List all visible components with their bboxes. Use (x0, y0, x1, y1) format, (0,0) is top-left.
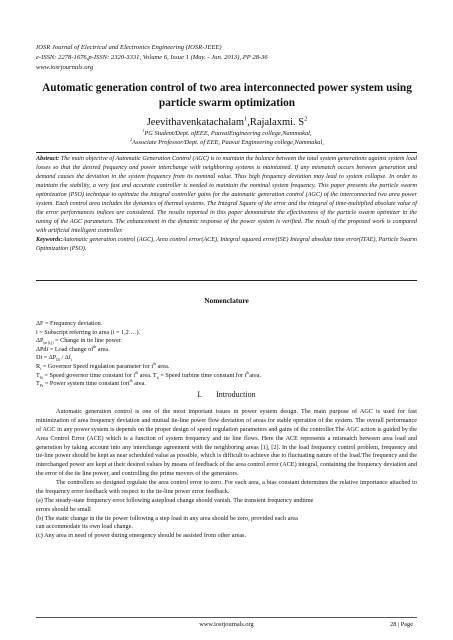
keywords-label: Keywords: (36, 236, 63, 243)
nom-text: = Power system time constant fori (43, 380, 130, 388)
requirement-a-line-2: errors should be small (36, 505, 91, 513)
nom-text: i = Subscript referring to area (i = 1,2 …). (36, 328, 141, 336)
nom-sup: th (153, 361, 156, 366)
introduction-body (36, 408, 417, 541)
nom-text: ΔP (36, 337, 44, 345)
nomenclature-item (36, 320, 417, 329)
nom-text: area. (132, 380, 146, 388)
affiliation-2-text: Associate Professor/Dept. of EEE, Paavai Engineering college,Nammakal, (132, 139, 324, 146)
paper-authors (40, 116, 414, 129)
nom-text: ΔPdi = Load change of (36, 345, 94, 353)
nomenclature-item (36, 346, 417, 355)
abstract-text: The main objective of Automatic Generation Control (AGC) is to maintain the balance between the total system generations against system load losses so that the desired frequency and power interchange with neighboring systems is maintained. If any mismatch occurs between generation and demand causes the deviation in the system frequency from its nominal value. Thus high frequency deviation may lead to system collapse. In order to maintain the stability, a very fast and accurate controller is needed to maintain the nominal system frequency. This paper presents the particle swarm optimization (PSO) technique to optimize the integral controller gains for the automatic generation control (AGC) of the interconnected two area power system. Each control area includes the dynamics of thermal systems. The Integral Square of the error and the integral of time-multiplied absolute value of the error performances indices are considered. The results reported in this paper demonstrate the effectiveness of the particle swarm optimizer in the tuning of the AGC parameters. The enhancement in the dynamic response of the power system is verified. The result of the proposed work is compared with artificial intelligent controller. (36, 156, 417, 234)
nomenclature-title: Nomenclature (204, 296, 249, 305)
nom-text: = Speed governor time constant for i (42, 371, 136, 379)
affiliation-1-text: PG Student/Dept. ofEEE, PaavaiEngineering college,Nammakal, (144, 130, 312, 137)
nom-text: ΔF = Frequency deviation. (36, 320, 103, 327)
nom-text: / Δf (59, 354, 71, 362)
intro-paragraph-2: The controllers so designed regulate the area control error to zero. For each area, a bias constant determines the relative importance attached to the frequency error feedback with respect to the tie-line power error feedback. (36, 479, 417, 495)
nom-text: = Governor Speed regulation parameter for i (41, 362, 154, 370)
nom-sub: tie (i,j) (43, 341, 54, 346)
nom-sup: th (93, 344, 97, 349)
nom-text: area. (96, 345, 110, 353)
affiliation-2 (40, 138, 414, 147)
nom-sub: ti (156, 375, 159, 380)
paper-title: Automatic generation control of two area interconnected power system using particle swarm optimization (42, 82, 412, 109)
author-2: Rajalaxmi. S (249, 117, 305, 128)
section-heading (36, 389, 417, 400)
requirement-a-line-1: (a) The steady-state frequency error following asteploud change should vanish. The transient frequency andtime (36, 496, 314, 504)
nom-sub: Ps (39, 384, 44, 389)
author-2-mark: 2 (304, 115, 308, 123)
abstract-label: Abstract: (36, 156, 60, 162)
nom-text: = Speed turbine time constant for i (158, 371, 247, 379)
intro-paragraph-1: Automatic generation control is one of the most important issues in power system design. The main purpose of AGC is used for fast minimization of area frequency deviation and mutual tie-line power flow deviation of areas for stable operation of the system. The overall performance of AGC in any power system is depends on the proper design of speed regulation parameters and gains of the controller.The AGC action is guided by the Area Control Error (ACE) which is a function of system frequency and tie line flows. Here the ACE represents a mismatch between area load and generation by taking account into any interchange agreement with the neighboring areas [1], [2]. In the load frequency control problem, frequency and tie-line power should be kept as near scheduled value as possible, which is difficult to achieve due to fluctuating nature of the load.The frequency and the interchanged power are kept at their desired values by means of feedback of the area control error (ACE) integral, containing the frequency deviation and the error of the tie line power, and controlling the prime movers of the generators. (36, 408, 417, 478)
nom-sub: i (70, 358, 72, 363)
nom-sup: th (129, 379, 133, 384)
nom-text: R (36, 362, 41, 370)
footer-page-number: 28 | Page (390, 621, 413, 628)
footer-url: www.iosrjournals.org (199, 621, 254, 628)
journal-issn: e-ISSN: 2278-1676,p-ISSN: 2320-3331, Volume 6, Issue 1 (May. - Jun. 2013), PP 28-36 (36, 54, 268, 61)
nom-text: = Change in tie line power. (53, 337, 123, 345)
affiliations (40, 129, 414, 147)
nomenclature-item (36, 329, 417, 338)
page-footer (36, 617, 417, 629)
requirement-c-line-1: (c) Any area in need of power during emergency should be assisted from other areas. (36, 532, 247, 540)
affiliation-1 (40, 129, 414, 138)
nomenclature-item (36, 363, 417, 372)
abstract-bottom-rule (36, 280, 417, 281)
nom-text: Di = ΔP (36, 354, 57, 362)
nomenclature-item (36, 354, 417, 363)
section-number: I. (197, 390, 203, 399)
keywords-text: Automatic generation control (AGC), Area control error(ACE), Integral squared error(ISE) Integral absolute time error(ITAE), Particle Swarm Optimization (PSO). (36, 236, 417, 252)
nom-text: T (36, 371, 40, 379)
affiliation-2-mark: 2 (130, 137, 133, 142)
author-1-mark: 1 (244, 115, 248, 123)
requirement-b-line-1: (b) The static change in the tie power following a step load in any area should be zero, provided each area (36, 514, 298, 522)
nomenclature-list (36, 320, 417, 389)
nom-sup: th (135, 370, 139, 375)
journal-site: www.iosrjournals.org (36, 64, 94, 71)
journal-name: IOSR Journal of Electrical and Electronics Engineering (IOSR-JEEE) (36, 44, 222, 51)
journal-header (36, 43, 426, 73)
nom-text: T (36, 380, 40, 388)
section-title: Introduction (216, 390, 256, 399)
nom-sup: th (246, 370, 250, 375)
author-1: Jeevithavenkatachalam (146, 117, 245, 128)
nom-sub: Di (56, 358, 60, 363)
nom-sub: Si (39, 375, 43, 380)
nomenclature-item (36, 380, 417, 389)
requirement-b-line-2: can accommodate its own load change. (36, 523, 133, 531)
abstract-top-rule (36, 152, 417, 153)
affiliation-1-mark: 1 (142, 128, 145, 133)
nom-text: area. T (138, 371, 157, 379)
nom-text: area. (155, 362, 170, 370)
author-separator: , (247, 117, 250, 128)
nom-text: area. (249, 371, 262, 379)
abstract-block (36, 155, 417, 253)
nom-sub: i (40, 367, 42, 372)
